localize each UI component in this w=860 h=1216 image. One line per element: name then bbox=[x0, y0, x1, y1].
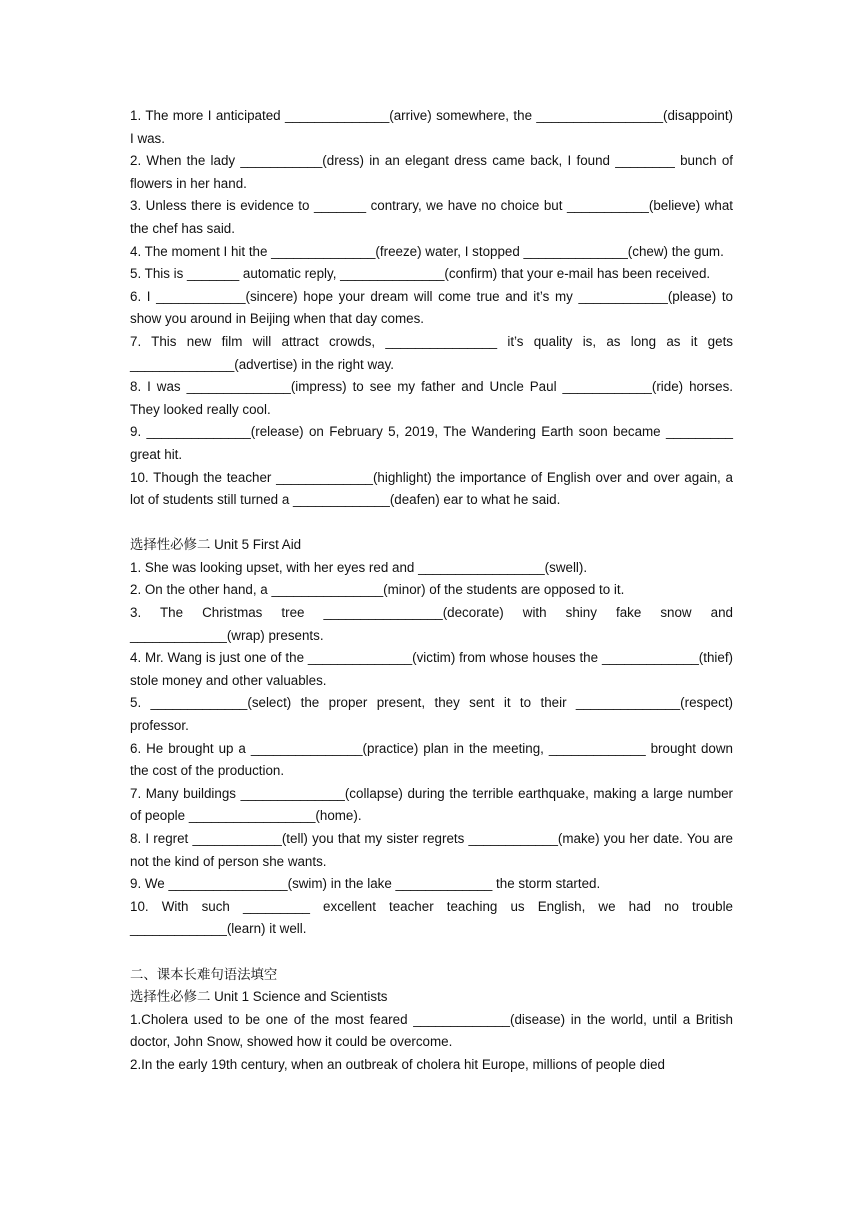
unit-heading-science: 选择性必修二 Unit 1 Science and Scientists bbox=[130, 989, 388, 1005]
exercise-item-5: 5. This is _______ automatic reply, ______________(confirm) that your e-mail has been received. bbox=[130, 266, 711, 282]
exercise-item-10: 10. Though the teacher _____________(highlight) the importance of English over and over again, a lot of students still turned a _____________(deafen) ear to what he said. bbox=[130, 469, 733, 508]
exercise-item-1: 1. The more I anticipated ______________(arrive) somewhere, the _________________(disappoint) I was. bbox=[130, 108, 733, 146]
sentence-item-2: 2.In the early 19th century, when an outbreak of cholera hit Europe, millions of people died bbox=[130, 1056, 665, 1072]
exercise-item-6: 6. I ____________(sincere) hope your dream will come true and it’s my ____________(please) to show you around in Beijing when that day comes. bbox=[130, 288, 733, 327]
spacer bbox=[130, 941, 733, 964]
document-body bbox=[130, 105, 733, 1077]
exercise-item-3: 3. Unless there is evidence to _______ contrary, we have no choice but ___________(believe) what the chef has said. bbox=[130, 198, 733, 236]
section-title: 二、课本长难句语法填空 bbox=[130, 966, 278, 982]
sentence-item-1: 1.Cholera used to be one of the most feared _____________(disease) in the world, until a British doctor, John Snow, showed how it could be overcome. bbox=[130, 1011, 733, 1050]
first-aid-item-6: 6. He brought up a _______________(practice) plan in the meeting, _____________ brought down the cost of the production. bbox=[130, 740, 733, 779]
exercise-item-4: 4. The moment I hit the ______________(freeze) water, I stopped ______________(chew) the gum. bbox=[130, 243, 724, 259]
first-aid-item-9: 9. We ________________(swim) in the lake _____________ the storm started. bbox=[130, 876, 601, 892]
exercise-item-2: 2. When the lady ___________(dress) in an elegant dress came back, I found ________ bunch of flowers in her hand. bbox=[130, 153, 733, 191]
exercise-item-8: 8. I was ______________(impress) to see my father and Uncle Paul ____________(ride) horses. They looked really cool. bbox=[130, 379, 733, 417]
unit-heading-first-aid: 选择性必修二 Unit 5 First Aid bbox=[130, 537, 302, 553]
first-aid-item-3: 3. The Christmas tree ________________(decorate) with shiny fake snow and _____________(wrap) presents. bbox=[130, 605, 733, 643]
first-aid-item-1: 1. She was looking upset, with her eyes red and _________________(swell). bbox=[130, 559, 588, 575]
exercise-item-9: 9. ______________(release) on February 5, 2019, The Wandering Earth soon became _________ great hit. bbox=[130, 424, 733, 462]
first-aid-item-7: 7. Many buildings ______________(collapse) during the terrible earthquake, making a large number of people _________________(home). bbox=[130, 785, 733, 824]
first-aid-item-8: 8. I regret ____________(tell) you that my sister regrets ____________(make) you her date. You are not the kind of person she wants. bbox=[130, 831, 733, 869]
spacer bbox=[130, 512, 733, 535]
first-aid-item-4: 4. Mr. Wang is just one of the ______________(victim) from whose houses the _____________(thief) stole money and other valuables. bbox=[130, 650, 733, 688]
exercise-item-7: 7. This new film will attract crowds, _______________ it’s quality is, as long as it gets ______________(advertise) in the right way. bbox=[130, 333, 733, 372]
first-aid-item-2: 2. On the other hand, a _______________(minor) of the students are opposed to it. bbox=[130, 582, 625, 598]
first-aid-item-10: 10. With such _________ excellent teacher teaching us English, we had no trouble _____________(learn) it well. bbox=[130, 898, 733, 937]
first-aid-item-5: 5. _____________(select) the proper present, they sent it to their ______________(respect) professor. bbox=[130, 695, 733, 734]
